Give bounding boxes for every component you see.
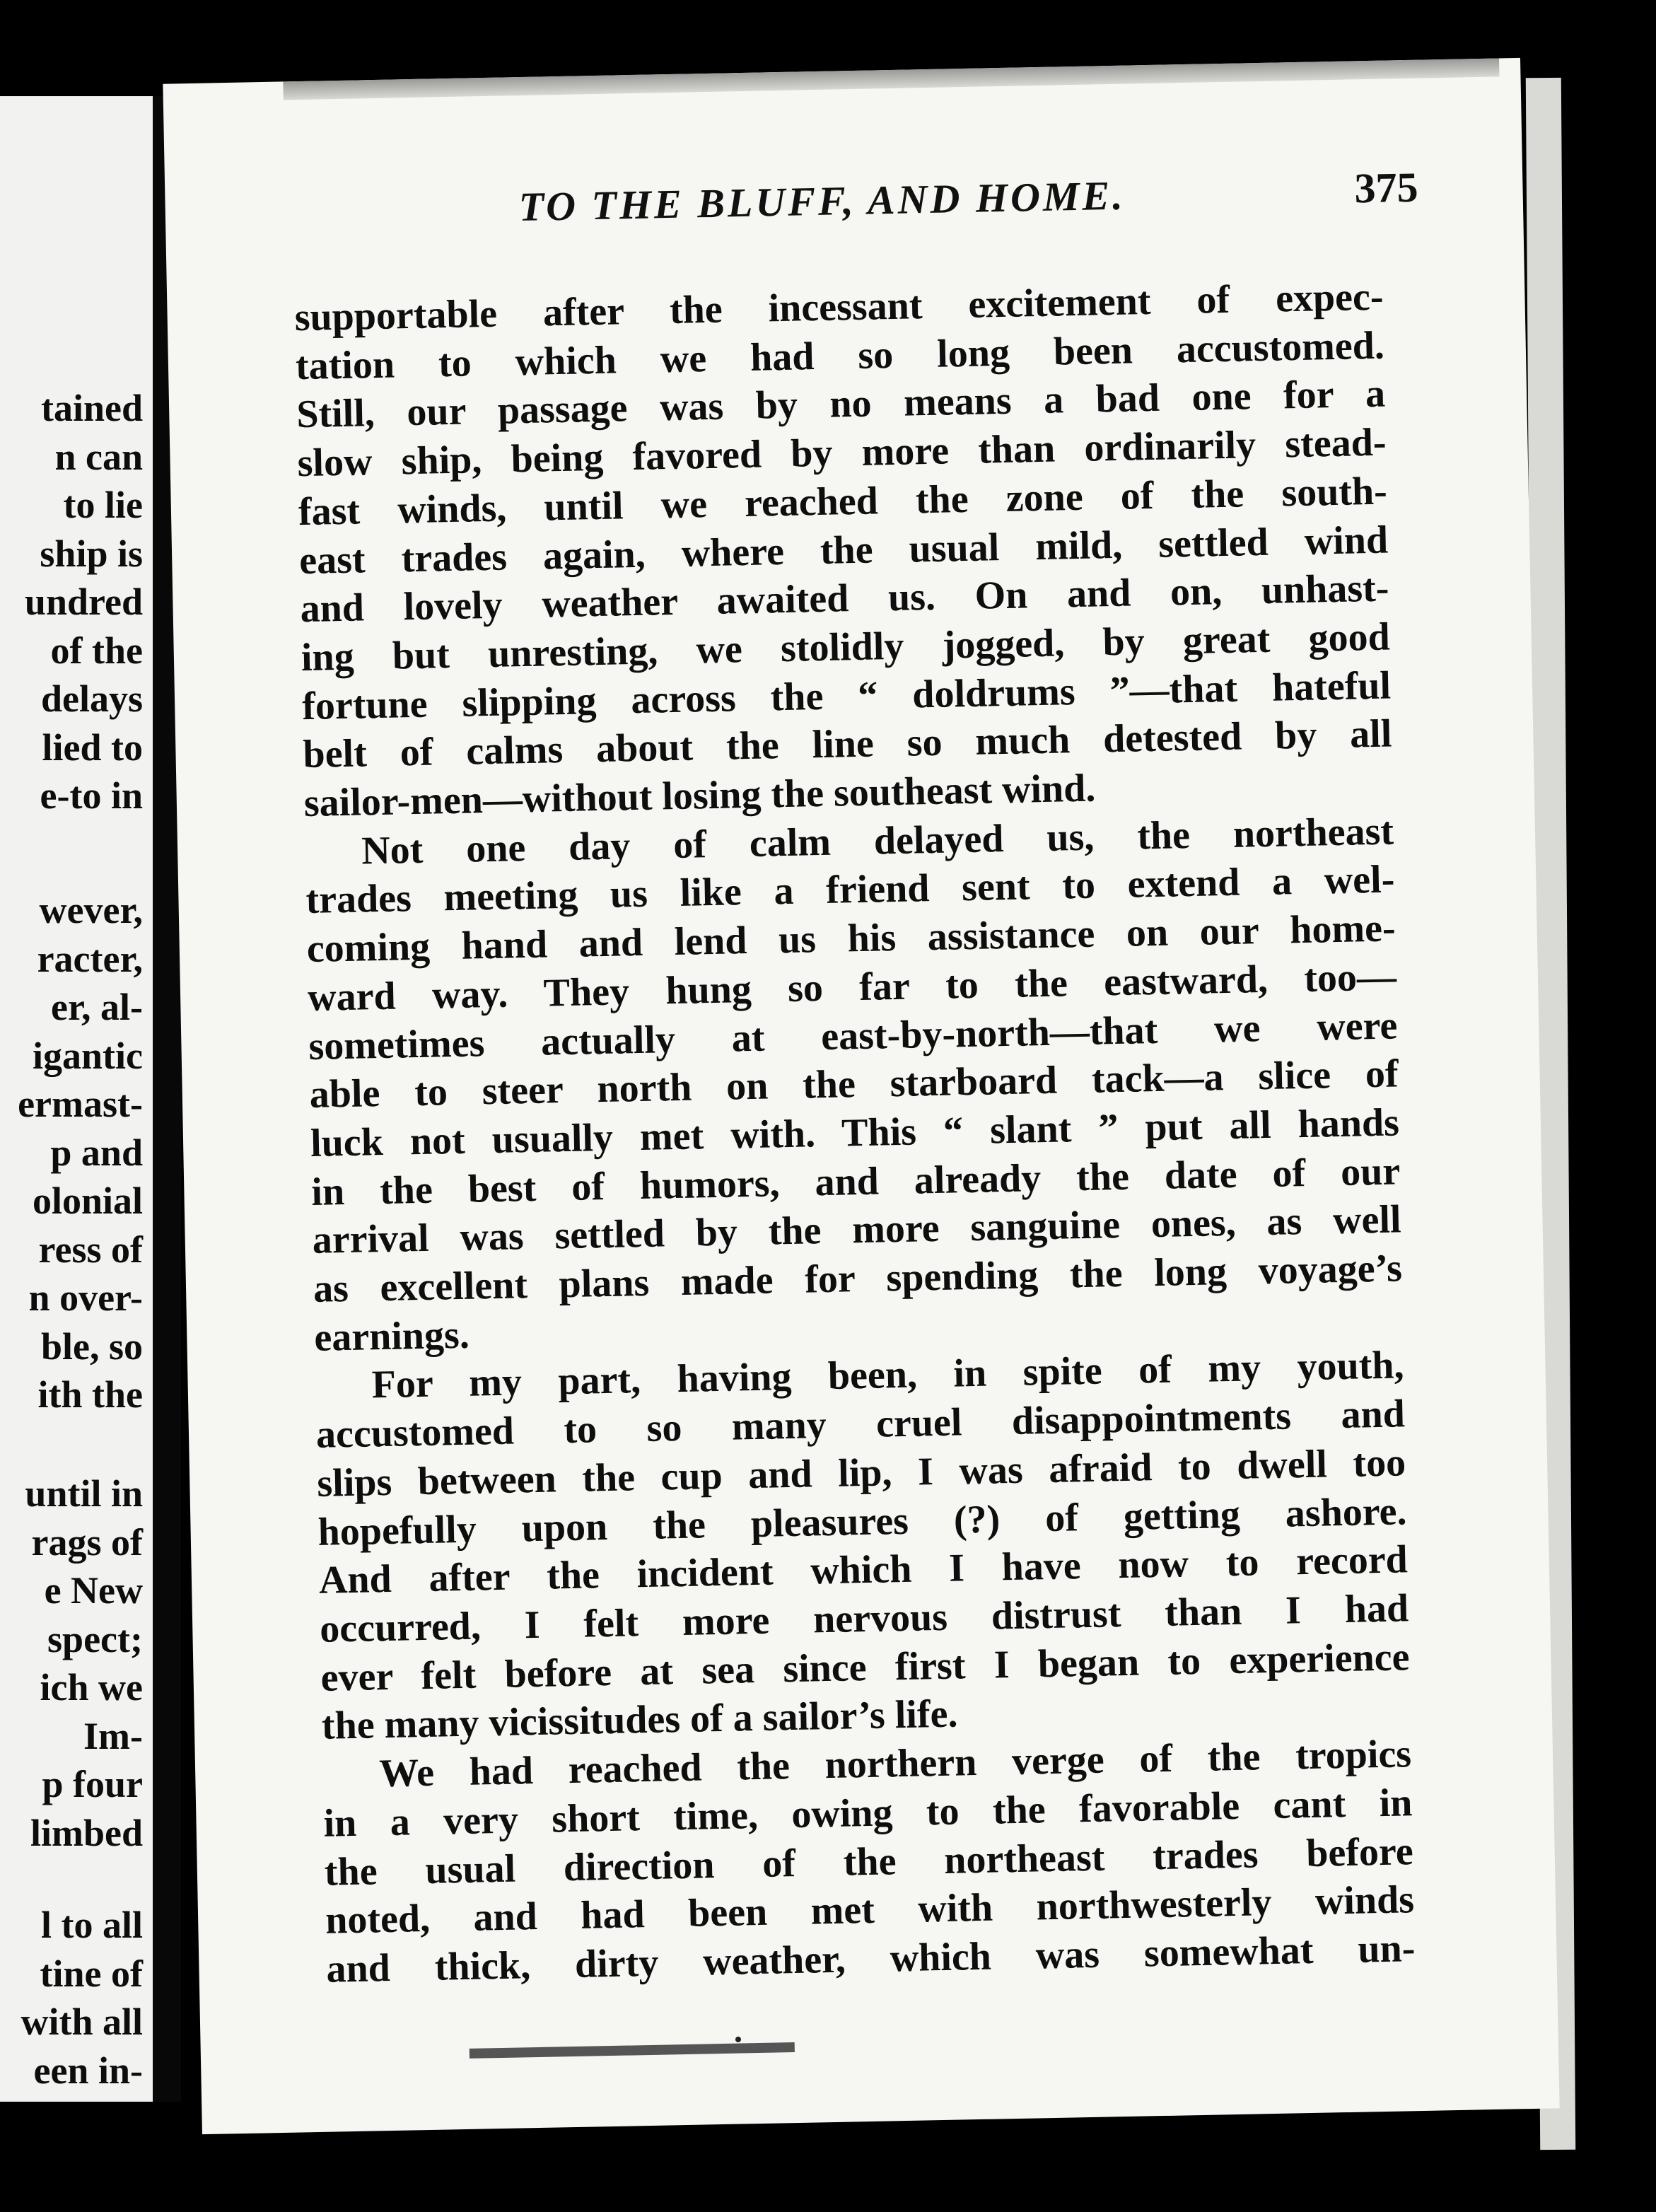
facing-page-line: ress of [38, 1228, 143, 1271]
facing-page-line: e New [44, 1569, 143, 1612]
page-header [518, 164, 1523, 247]
facing-page-line: delays [40, 677, 143, 720]
facing-page-line: with all [21, 2001, 143, 2043]
facing-page-line: rags of [31, 1520, 143, 1564]
text-line: luck not usually met with. This “ slant ” put all hands [310, 1100, 1400, 1165]
facing-page-line: ermast- [18, 1083, 143, 1125]
facing-page-line: Im- [83, 1714, 143, 1757]
facing-page-line: tine of [40, 1952, 143, 1995]
facing-page-line: lied to [42, 726, 143, 769]
facing-page-line: racter, [37, 937, 143, 980]
facing-page-line: ith the [37, 1373, 143, 1416]
text-line: fast winds, until we reached the zone of the south- [298, 469, 1388, 534]
facing-page-line: until in [25, 1472, 143, 1515]
running-title: TO THE BLUFF, AND HOME. [518, 172, 1126, 231]
text-line: Not one day of calm delayed us, the northeast [361, 809, 1394, 873]
text-line: For my part, having been, in spite of my youth, [371, 1343, 1405, 1407]
text-line: and thick, dirty weather, which was somewhat un- [325, 1926, 1416, 1991]
facing-page-line: ble, so [40, 1325, 143, 1368]
text-line: slow ship, being favored by more than ordinarily stead- [297, 420, 1387, 486]
text-line: as excellent plans made for spending the long voyage’s [313, 1246, 1403, 1311]
text-line: east trades again, where the usual mild, settled wind [298, 518, 1389, 583]
body-text [294, 273, 1416, 1994]
text-line: belt of calms about the line so much detested by all [302, 711, 1392, 777]
text-line: tation to which we had so long been accustomed. [295, 323, 1385, 388]
text-line: arrival was settled by the more sanguine ones, as well [312, 1197, 1402, 1263]
text-line: able to steer north on the starboard tack—a slice of [309, 1052, 1399, 1117]
facing-page-line: er, al- [51, 986, 143, 1028]
text-line: occurred, I felt more nervous distrust than I had [319, 1586, 1409, 1651]
text-line: accustomed to so many cruel disappointments and [315, 1392, 1406, 1457]
text-line: earnings. [313, 1312, 470, 1360]
text-line: fortune slipping across the “ doldrums ”—that hateful [301, 663, 1392, 728]
facing-page-line: to lie [63, 484, 143, 526]
page-bottom-mark [470, 2042, 795, 2059]
text-line: in a very short time, owing to the favorable cant in [323, 1781, 1413, 1846]
facing-page-line: e-to in [40, 774, 143, 817]
facing-page-line: een in- [33, 2049, 143, 2092]
text-line: ever felt before at sea since first I began to experience [320, 1634, 1410, 1700]
facing-page-line: igantic [33, 1034, 143, 1077]
text-line: And after the incident which I have now to record [318, 1537, 1409, 1603]
text-line: in the best of humors, and already the date of our [310, 1149, 1401, 1214]
facing-page-line: n over- [28, 1276, 143, 1319]
facing-page-line: wever, [39, 889, 143, 931]
facing-page-line: olonial [32, 1180, 143, 1222]
facing-page-line: ich we [40, 1666, 143, 1709]
text-line: coming hand and lend us his assistance on our home- [306, 906, 1396, 972]
facing-page-line: limbed [30, 1811, 143, 1854]
facing-page-line: l to all [41, 1904, 143, 1946]
text-line: Still, our passage was by no means a bad one for a [296, 372, 1386, 437]
text-line: ward way. They hung so far to the eastward, too— [307, 955, 1397, 1020]
ink-speck [735, 2037, 741, 2042]
text-line: ing but unresting, we stolidly jogged, by great good [301, 615, 1391, 680]
facing-page-line: spect; [47, 1617, 143, 1660]
text-line: We had reached the northern verge of the tropics [378, 1732, 1412, 1796]
facing-page-fragment [0, 96, 153, 2102]
text-line: slips between the cup and lip, I was afraid to dwell too [316, 1440, 1406, 1506]
facing-page-line: undred [24, 581, 143, 623]
text-line: supportable after the incessant excitement of expec- [294, 274, 1384, 340]
page-number: 375 [1353, 163, 1419, 212]
text-line: the many vicissitudes of a sailor’s life. [321, 1692, 958, 1749]
facing-page-line: p and [50, 1131, 143, 1174]
facing-page-line: tained [40, 387, 143, 429]
text-line: noted, and had been met with northwesterly winds [325, 1878, 1415, 1943]
text-line: sometimes actually at east-by-north—that we were [308, 1003, 1398, 1069]
text-line: hopefully upon the pleasures (?) of getting ashore. [317, 1489, 1408, 1554]
text-line: the usual direction of the northeast trades before [324, 1829, 1414, 1894]
text-line: trades meeting us like a friend sent to extend a wel- [305, 857, 1395, 923]
facing-page-line: ship is [40, 532, 143, 575]
page-top-edge [283, 58, 1499, 100]
text-line: and lovely weather awaited us. On and on, unhast- [300, 566, 1389, 631]
text-line: sailor-men—without losing the southeast wind. [303, 766, 1096, 826]
facing-page-line: p four [42, 1763, 143, 1805]
facing-page-line: of the [50, 629, 143, 672]
facing-page-line: n can [54, 435, 143, 478]
book-page [163, 58, 1559, 2134]
